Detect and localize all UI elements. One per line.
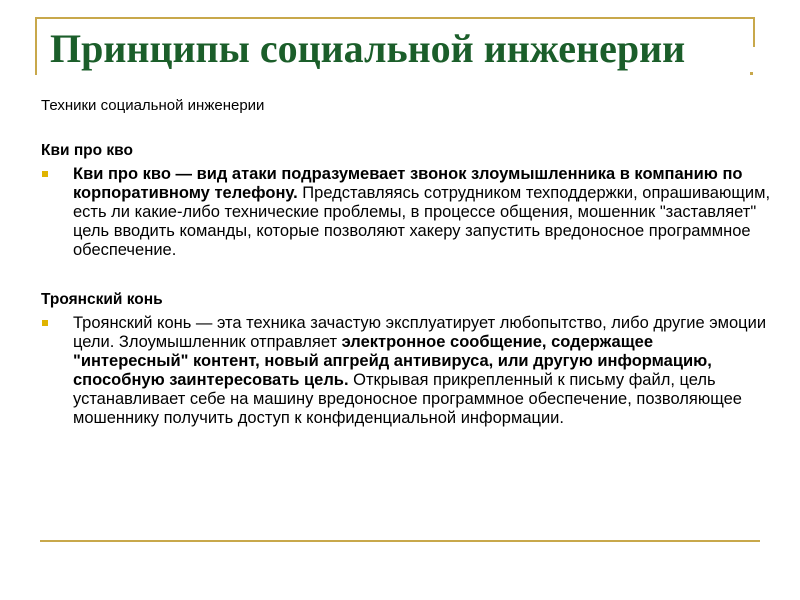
slide-content (41, 141, 771, 428)
bullet-text-before: Троянский конь — эта техника зачастую эксплуатирует любопытство, либо другие эмоции цели. Злоумышленник отправляет (73, 314, 767, 351)
frame-corner-dot (750, 72, 753, 75)
section-trojan-horse (41, 290, 771, 428)
frame-right-rule (753, 17, 755, 47)
section-quid-pro-quo (41, 141, 771, 260)
bullet-bold-text: Кви про кво — вид атаки подразумевает звонок злоумышленника в компанию по корпоративному телефону. (73, 165, 743, 202)
square-bullet-icon (42, 171, 48, 177)
bullet-bold-text: электронное сообщение, содержащее "интересный" контент, новый апгрейд антивируса, или другую информацию, способную заинтересовать цель. (73, 333, 712, 389)
frame-top-rule (35, 17, 755, 19)
square-bullet-icon (42, 320, 48, 326)
frame-left-rule (35, 17, 37, 75)
bullet-item (41, 314, 771, 428)
slide-subtitle: Техники социальной инженерии (41, 97, 265, 114)
slide-title: Принципы социальной инженерии (50, 26, 686, 71)
section-heading: Кви про кво (41, 142, 133, 159)
frame-bottom-rule (40, 540, 760, 542)
bullet-text-after: Открывая прикрепленный к письму файл, цель устанавливает себе на машину вредоносное программное обеспечение, позволяющее мошеннику получить доступ к конфиденциальной информации. (73, 371, 742, 427)
section-spacer (41, 260, 771, 290)
section-heading: Троянский конь (41, 291, 163, 308)
bullet-regular-text: Представляясь сотрудником техподдержки, опрашивающим, есть ли какие-либо технические проблемы, в процессе общения, мошенник "заставляет" цель вводить команды, которые позволяют хакеру запустить вредоносное программное обеспечение. (73, 184, 771, 259)
bullet-item (41, 165, 771, 260)
